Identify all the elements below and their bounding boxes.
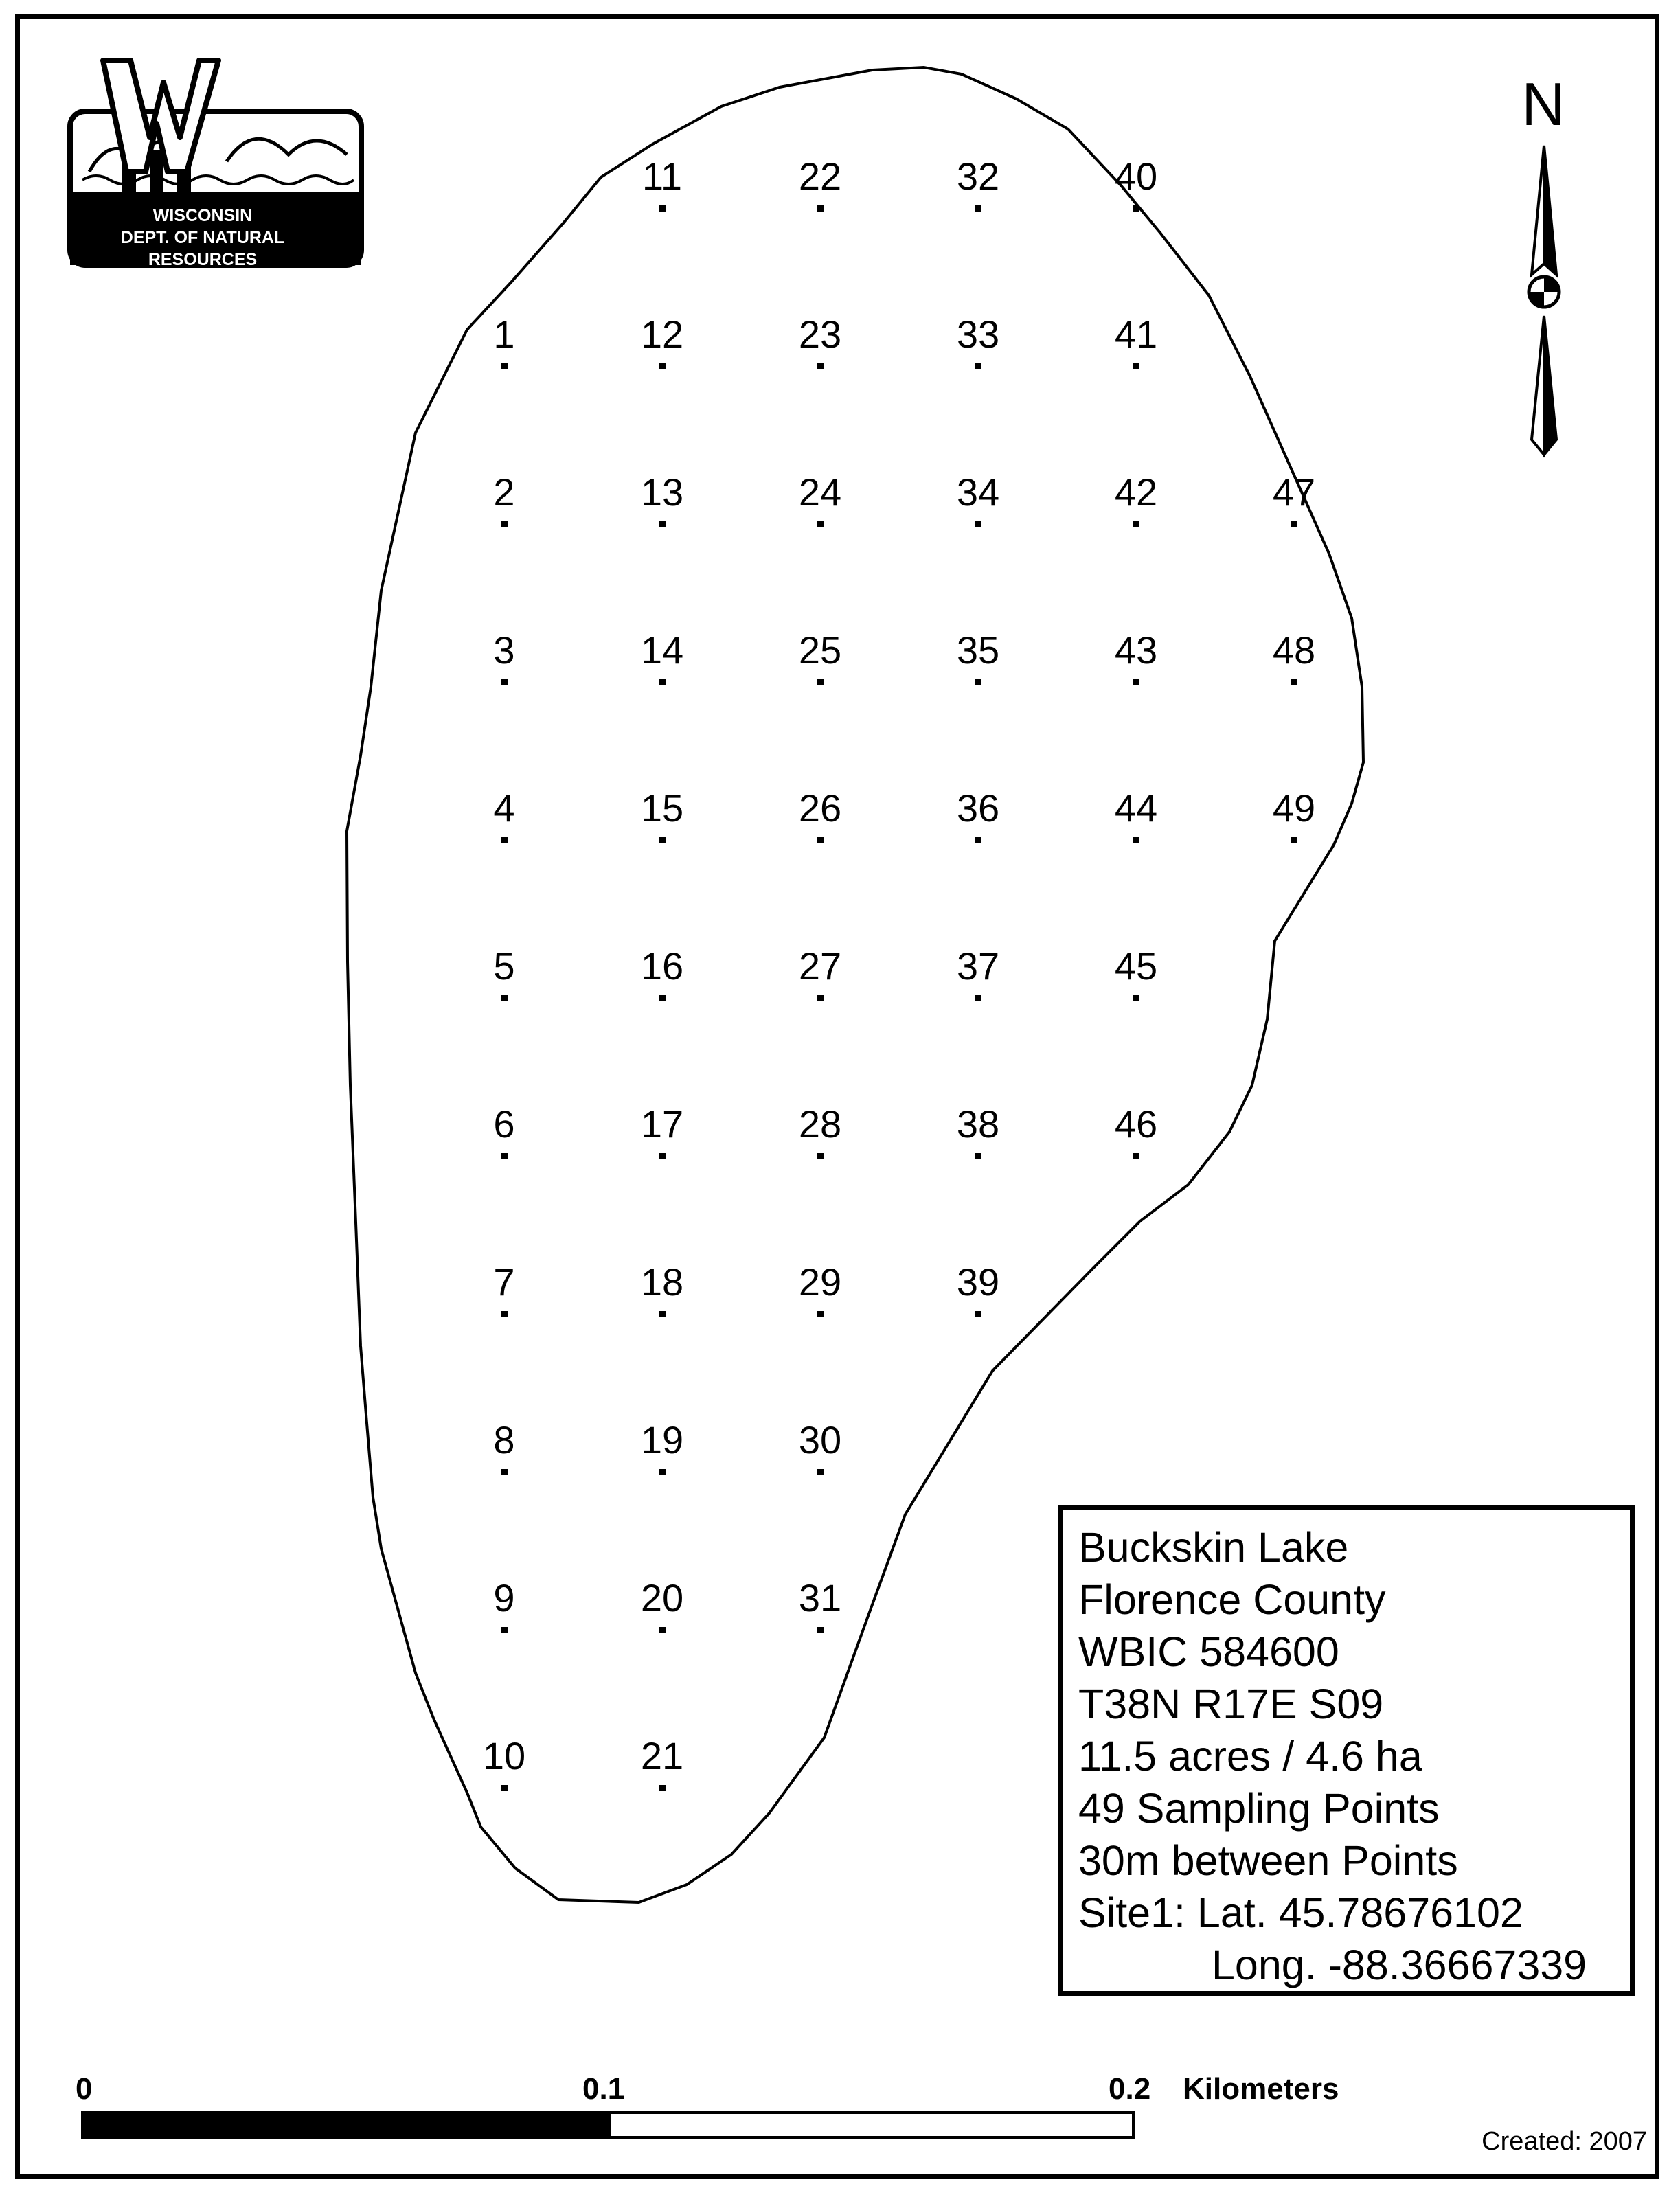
sampling-point-label: 31 [798, 1576, 842, 1619]
info-box [1058, 1505, 1635, 1996]
sampling-point-marker [659, 205, 666, 212]
scale-bar [82, 2113, 1133, 2137]
sampling-point-label: 40 [1114, 155, 1158, 198]
sampling-point-marker [817, 521, 824, 527]
sampling-point-marker [817, 1627, 824, 1633]
sampling-point-marker [501, 363, 508, 369]
sampling-point-marker [1133, 521, 1139, 527]
sampling-point-label: 25 [798, 628, 842, 672]
sampling-point-label: 21 [640, 1734, 684, 1777]
sampling-point-label: 10 [482, 1734, 526, 1777]
sampling-point-label: 28 [798, 1102, 842, 1146]
sampling-point-marker [501, 1785, 508, 1791]
sampling-point-marker [501, 521, 508, 527]
sampling-point-label: 34 [956, 470, 1000, 514]
sampling-point-marker [975, 1311, 981, 1317]
sampling-point-label: 14 [640, 628, 684, 672]
sampling-point-marker [501, 837, 508, 843]
sampling-point-label: 2 [493, 470, 515, 514]
scale-bar-filled-segment [82, 2113, 610, 2137]
sampling-point-marker [659, 1785, 666, 1791]
sampling-point-label: 22 [798, 155, 842, 198]
site-longitude: Long. -88.36667339 [1212, 1942, 1587, 1988]
sampling-point-marker [975, 363, 981, 369]
sampling-point-label: 46 [1114, 1102, 1158, 1146]
sampling-point-label: 16 [640, 944, 684, 988]
sampling-point-marker [975, 679, 981, 685]
sampling-point-label: 3 [493, 628, 515, 672]
sampling-point-label: 15 [640, 786, 684, 830]
sampling-point-marker [975, 521, 981, 527]
sampling-point-label: 39 [956, 1260, 1000, 1304]
sampling-point-label: 38 [956, 1102, 1000, 1146]
sampling-point-label: 18 [640, 1260, 684, 1304]
sampling-point-marker [975, 995, 981, 1001]
sampling-point-marker [501, 1469, 508, 1475]
sampling-point-marker [659, 1469, 666, 1475]
scale-bar-empty-segment [610, 2113, 1133, 2137]
sampling-point-label: 8 [493, 1418, 515, 1462]
sampling-point-marker [659, 1627, 666, 1633]
sampling-point-label: 43 [1114, 628, 1158, 672]
sampling-point-marker [1291, 837, 1297, 843]
sampling-point-marker [817, 1153, 824, 1159]
sampling-point-marker [501, 1153, 508, 1159]
logo-line-1: WISCONSIN [152, 206, 253, 225]
north-label: N [1521, 70, 1565, 138]
township-range-section: T38N R17E S09 [1078, 1681, 1384, 1727]
scale-label-0-1: 0.1 [582, 2072, 625, 2106]
sampling-point-label: 13 [640, 470, 684, 514]
sampling-point-marker [659, 837, 666, 843]
sampling-point-marker [1291, 679, 1297, 685]
sampling-point-marker [817, 363, 824, 369]
sampling-point-marker [1133, 1153, 1139, 1159]
sampling-point-label: 11 [642, 155, 683, 198]
sampling-point-label: 47 [1272, 470, 1316, 514]
sampling-point-label: 35 [956, 628, 1000, 672]
sampling-point-label: 23 [798, 312, 842, 356]
sampling-point-label: 29 [798, 1260, 842, 1304]
logo-line-2: DEPT. OF NATURAL RESOURCES [120, 228, 285, 269]
sampling-point-marker [975, 1153, 981, 1159]
sampling-point-marker [501, 995, 508, 1001]
sampling-point-marker [659, 679, 666, 685]
sampling-points-count: 49 Sampling Points [1078, 1785, 1440, 1832]
sampling-point-marker [975, 837, 981, 843]
point-spacing: 30m between Points [1078, 1837, 1458, 1884]
sampling-point-label: 1 [493, 312, 515, 356]
scale-units: Kilometers [1183, 2072, 1339, 2106]
sampling-point-marker [659, 363, 666, 369]
sampling-point-marker [1291, 521, 1297, 527]
sampling-point-marker [659, 521, 666, 527]
sampling-point-label: 32 [956, 155, 1000, 198]
lake-area: 11.5 acres / 4.6 ha [1078, 1733, 1422, 1779]
sampling-point-marker [817, 679, 824, 685]
sampling-point-marker [501, 679, 508, 685]
sampling-point-marker [817, 1311, 824, 1317]
sampling-point-label: 20 [640, 1576, 684, 1619]
sampling-point-marker [817, 205, 824, 212]
sampling-point-label: 26 [798, 786, 842, 830]
sampling-point-label: 49 [1272, 786, 1316, 830]
sampling-point-marker [817, 837, 824, 843]
sampling-point-marker [501, 1627, 508, 1633]
wbic: WBIC 584600 [1078, 1628, 1339, 1675]
county: Florence County [1078, 1576, 1386, 1623]
sampling-point-label: 6 [493, 1102, 515, 1146]
sampling-point-marker [659, 1311, 666, 1317]
north-arrow-icon [1529, 146, 1559, 455]
sampling-point-label: 37 [956, 944, 1000, 988]
scale-label-0-2: 0.2 [1109, 2072, 1151, 2106]
sampling-point-marker [659, 1153, 666, 1159]
sampling-point-label: 5 [493, 944, 515, 988]
sampling-point-marker [1133, 205, 1139, 212]
sampling-point-label: 45 [1114, 944, 1158, 988]
created-date: Created: 2007 [1482, 2127, 1647, 2156]
sampling-point-marker [501, 1311, 508, 1317]
sampling-point-label: 36 [956, 786, 1000, 830]
sampling-point-marker [1133, 679, 1139, 685]
logo-text [69, 205, 337, 271]
sampling-point-label: 24 [798, 470, 842, 514]
lake-name: Buckskin Lake [1078, 1524, 1349, 1571]
sampling-point-marker [817, 1469, 824, 1475]
sampling-point-label: 9 [493, 1576, 515, 1619]
sampling-point-label: 44 [1114, 786, 1158, 830]
site-latitude: Site1: Lat. 45.78676102 [1078, 1889, 1523, 1936]
sampling-point-marker [817, 995, 824, 1001]
sampling-point-marker [659, 995, 666, 1001]
sampling-point-label: 48 [1272, 628, 1316, 672]
sampling-point-marker [1133, 995, 1139, 1001]
scale-label-0: 0 [76, 2072, 93, 2106]
sampling-point-label: 12 [640, 312, 684, 356]
sampling-point-marker [1133, 837, 1139, 843]
sampling-point-label: 27 [798, 944, 842, 988]
sampling-point-label: 30 [798, 1418, 842, 1462]
sampling-point-label: 7 [493, 1260, 515, 1304]
sampling-point-label: 19 [640, 1418, 684, 1462]
sampling-point-marker [975, 205, 981, 212]
sampling-point-label: 33 [956, 312, 1000, 356]
sampling-point-marker [1133, 363, 1139, 369]
sampling-point-label: 4 [493, 786, 515, 830]
sampling-point-label: 41 [1114, 312, 1158, 356]
sampling-point-label: 42 [1114, 470, 1158, 514]
sampling-point-label: 17 [640, 1102, 684, 1146]
